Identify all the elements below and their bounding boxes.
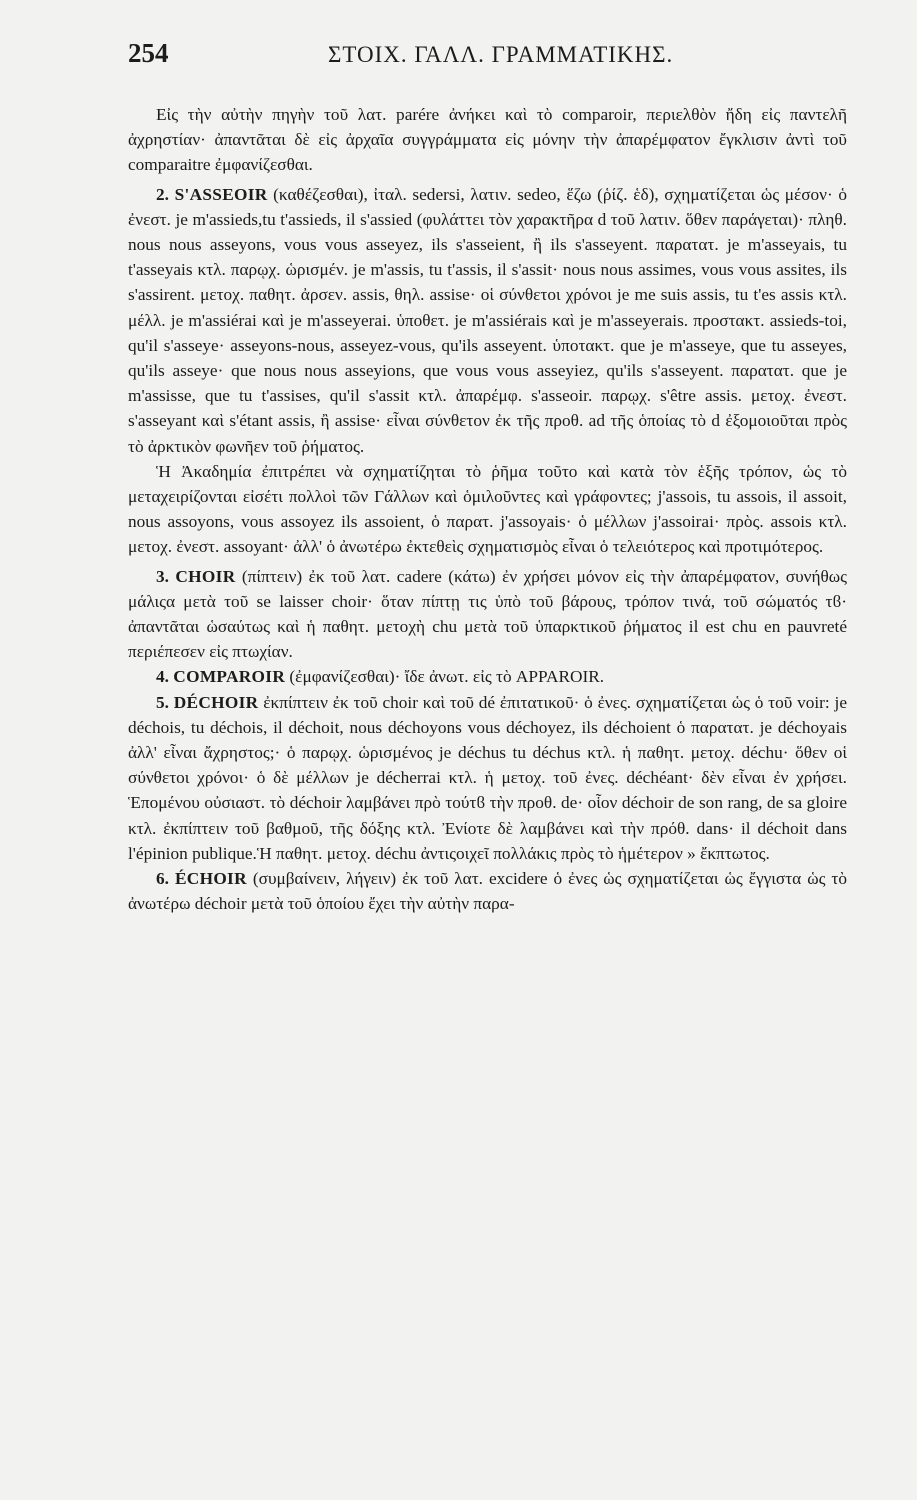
entry-number: 4.	[156, 667, 169, 687]
entry-headword: ÉCHOIR	[174, 869, 247, 889]
entry-headword: DÉCHOIR	[173, 692, 259, 712]
paragraph-text: Ἡ Ἀκαδημία ἐπιτρέπει νὰ σχηματίζηται τὸ ῥῆμα τοῦτο καὶ κατὰ τὸν ἑξῆς τρόπον, ὡς τὸ μεταχειρίζονται εἰσέτι πολλοὶ τῶν Γάλλων καὶ ὁμιλοῦντες καὶ γράφοντες; j'assois, tu assois, il assoit, nous assoyons, vous assoyez ils assoient, ὁ παρατ. j'assoyais· ὁ μέλλων j'assoirai· πρὸς. assois κτλ. μετοχ. ἐνεστ. assoyant· ἀλλ' ὁ ἀνωτέρω ἐκτεθεὶς σχηματισμὸς εἶναι ὁ τελειότερος καὶ προτιμότερος.	[128, 461, 847, 557]
entry-text: (συμβαίνειν, λήγειν) ἐκ τοῦ λατ. excidere ὁ ἐνες ὡς σχηματίζεται ὡς ἔγγιστα ὡς τὸ ἀνωτέρω déchoir μετὰ τοῦ ὁποίου ἔχει τὴν αὐτὴν παρα-	[128, 869, 847, 914]
entry-number: 2.	[156, 184, 169, 204]
entry-text: (καθέζεσθαι), ἰταλ. sedersi, λατιν. sedeo, ἕζω (ῥίζ. ἑδ), σχηματίζεται ὡς μέσον· ὁ ἐνεστ. je m'assieds,tu t'assieds, il s'assied (φυλάττει τὸν χαρακτῆρα d τοῦ λατιν. ὅθεν παράγεται)· πληθ. nous nous asseyons, vous vous asseyez, ils s'asseient, ἢ ils s'asseyent. παρατατ. je m'asseyais, tu t'asseyais κτλ. παρῳχ. ὡρισμέν. je m'assis, tu t'assis, il s'assit· nous nous assimes, vous vous assites, ils s'assirent. μετοχ. παθητ. ἀρσεν. assis, θηλ. assise· οἱ σύνθετοι χρόνοι je me suis assis, tu t'es assis κτλ. μέλλ. je m'assiérai καὶ je m'asseyerai. ὑποθετ. je m'assiérais καὶ je m'asseyerais. προστακτ. assieds-toi, qu'il s'asseye· asseyons-nous, asseyez-vous, qu'ils asseyent. ὑποτακτ. que je m'asseye, que tu asseyes, qu'ils asseye· que nous nous asseyions, que vous vous asseyiez, qu'ils s'asseyent. παρατατ. que je m'assisse, que tu t'assises, qu'il s'assit κτλ. ἀπαρέμφ. s'asseoir. παρῳχ. s'être assis. μετοχ. ἐνεστ. s'asseyant καὶ s'étant assis, ἢ assise· εἶναι σύνθετον ἐκ τῆς προθ. ad τῆς ὁποίας τὸ d ἐξομοιοῦται πρὸς τὸ ἀρκτικὸν φωνῆεν τοῦ ῥήματος.	[128, 184, 847, 456]
paragraph-academie-note	[128, 459, 847, 560]
entry-sasseoir	[128, 182, 847, 459]
entry-dechoir	[128, 690, 847, 866]
entry-number: 5.	[156, 692, 169, 712]
entry-headword: S'ASSEOIR	[174, 184, 268, 204]
page-header	[128, 38, 847, 86]
entry-headword: CHOIR	[175, 566, 236, 586]
entry-echoir	[128, 866, 847, 916]
entry-headword: COMPAROIR	[173, 667, 286, 687]
entry-text: ἐκπίπτειν ἐκ τοῦ choir καὶ τοῦ dé ἐπιτατικοῦ· ὁ ἐνες. σχηματίζεται ὡς ὁ τοῦ voir: je déchois, tu déchois, il déchoit, nous déchoyons vous déchoyez, ils déchoient ὁ παρατατ. je déchoyais ἀλλ' εἶναι ἄχρηστος;· ὁ παρῳχ. ὡρισμένος je déchus tu déchus κτλ. ἡ παθητ. μετοχ. déchu· ὅθεν οἱ σύνθετοι χρόνοι· ὁ δὲ μέλλων je décherrai κτλ. ἡ μετοχ. τοῦ ἐνες. déchéant· δὲν εἶναι ἐν χρήσει. Ἑπομένου οὐσιαστ. τὸ déchoir λαμβάνει πρὸ τούτϐ τὴν προθ. de· οἷον déchoir de son rang, de sa gloire κτλ. ἐκπίπτειν τοῦ βαθμοῦ, τῆς δόξης κτλ. Ἐνίοτε δὲ λαμβάνει καὶ τὴν πρόθ. dans· il déchoit dans l'épinion publique.Ἡ παθητ. μετοχ. déchu ἀντιςοιχεῖ πολλάκις πρὸς τὸ ἡμέτερον » ἔκπτωτος.	[128, 692, 847, 863]
entry-number: 6.	[156, 869, 169, 889]
entry-text: (ἐμφανίζεσθαι)· ἴδε ἀνωτ. εἰς τὸ APPAROIR.	[285, 667, 605, 687]
paragraph-text: Εἰς τὴν αὐτὴν πηγὴν τοῦ λατ. parére ἀνήκει καὶ τὸ comparoir, περιελθὸν ἤδη εἰς παντελῆ ἀχρηστίαν· ἀπαντᾶται δὲ εἰς ἀρχαῖα συγγράμματα εἰς μόνην τὴν ἀπαρέμφατον ἔγκλισιν ἀντὶ τοῦ comparaitre ἐμφανίζεσθαι.	[128, 105, 847, 175]
page-number: 254	[128, 38, 169, 68]
entry-comparoir	[128, 664, 847, 689]
entry-text: (πίπτειν) ἐκ τοῦ λατ. cadere (κάτω) ἐν χρήσει μόνον εἰς τὴν ἀπαρέμφατον, συνήθως μάλιςα μετὰ τοῦ se laisser choir· ὅταν πίπτῃ τις ὑπὸ τοῦ βάρους, τρόπον τινά, τοῦ σώματός τϐ· ἀπαντᾶται ὡσαύτως καὶ ἡ παθητ. μετοχὴ chu μετὰ τοῦ ὑπαρκτικοῦ ῥήματος il est chu en pauvreté περιέπεσεν εἰς πτωχίαν.	[128, 566, 847, 662]
page-body	[128, 102, 847, 917]
paragraph-comparoir-intro	[128, 102, 847, 178]
entry-number: 3.	[156, 566, 169, 586]
entry-choir	[128, 564, 847, 665]
running-title: ΣΤΟΙΧ. ΓΑΛΛ. ΓΡΑΜΜΑΤΙΚΗΣ.	[328, 42, 674, 67]
